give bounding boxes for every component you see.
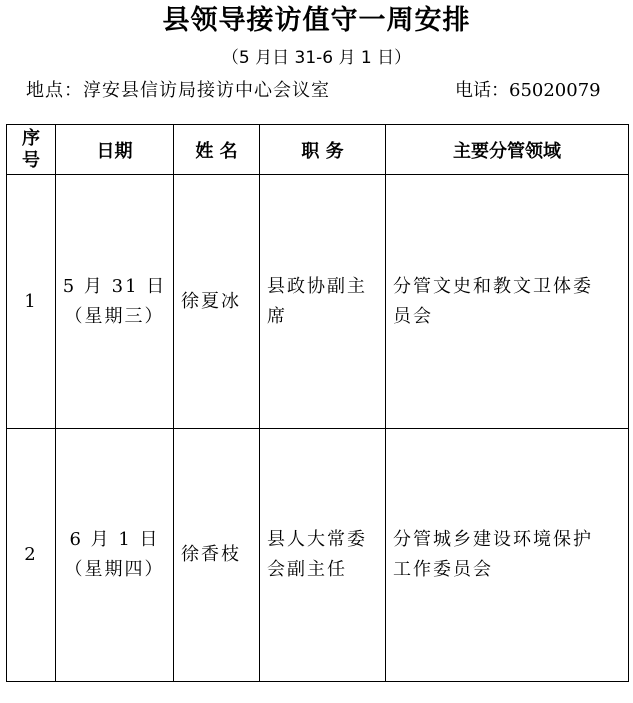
row-date: 6 月 1 日 （星期四） xyxy=(56,429,174,682)
row-position: 县人大常委 会副主任 xyxy=(260,429,386,682)
row-area: 分管文史和教文卫体委 员会 xyxy=(386,175,629,429)
row-name: 徐香枝 xyxy=(174,429,260,682)
table-row xyxy=(7,429,629,682)
row-index: 1 xyxy=(7,175,56,429)
location-text: 地点：淳安县信访局接访中心会议室 xyxy=(26,80,330,101)
row-name: 徐夏冰 xyxy=(174,175,260,429)
row-area: 分管城乡建设环境保护 工作委员会 xyxy=(386,429,629,682)
row-position: 县政协副主 席 xyxy=(260,175,386,429)
row-date: 5 月 31 日 （星期三） xyxy=(56,175,174,429)
header-date: 日期 xyxy=(56,125,174,175)
page-title: 县领导接访值守一周安排 xyxy=(162,5,471,36)
table-header-row xyxy=(7,125,629,175)
schedule-table xyxy=(6,124,629,682)
table-row xyxy=(7,175,629,429)
phone-text: 电话：65020079 xyxy=(455,80,601,101)
row-index: 2 xyxy=(7,429,56,682)
header-area: 主要分管领域 xyxy=(386,125,629,175)
header-position: 职 务 xyxy=(260,125,386,175)
header-index: 序 号 xyxy=(7,125,56,175)
date-range-subtitle: （5 月日 31-6 月 1 日） xyxy=(221,48,412,68)
header-name: 姓 名 xyxy=(174,125,260,175)
